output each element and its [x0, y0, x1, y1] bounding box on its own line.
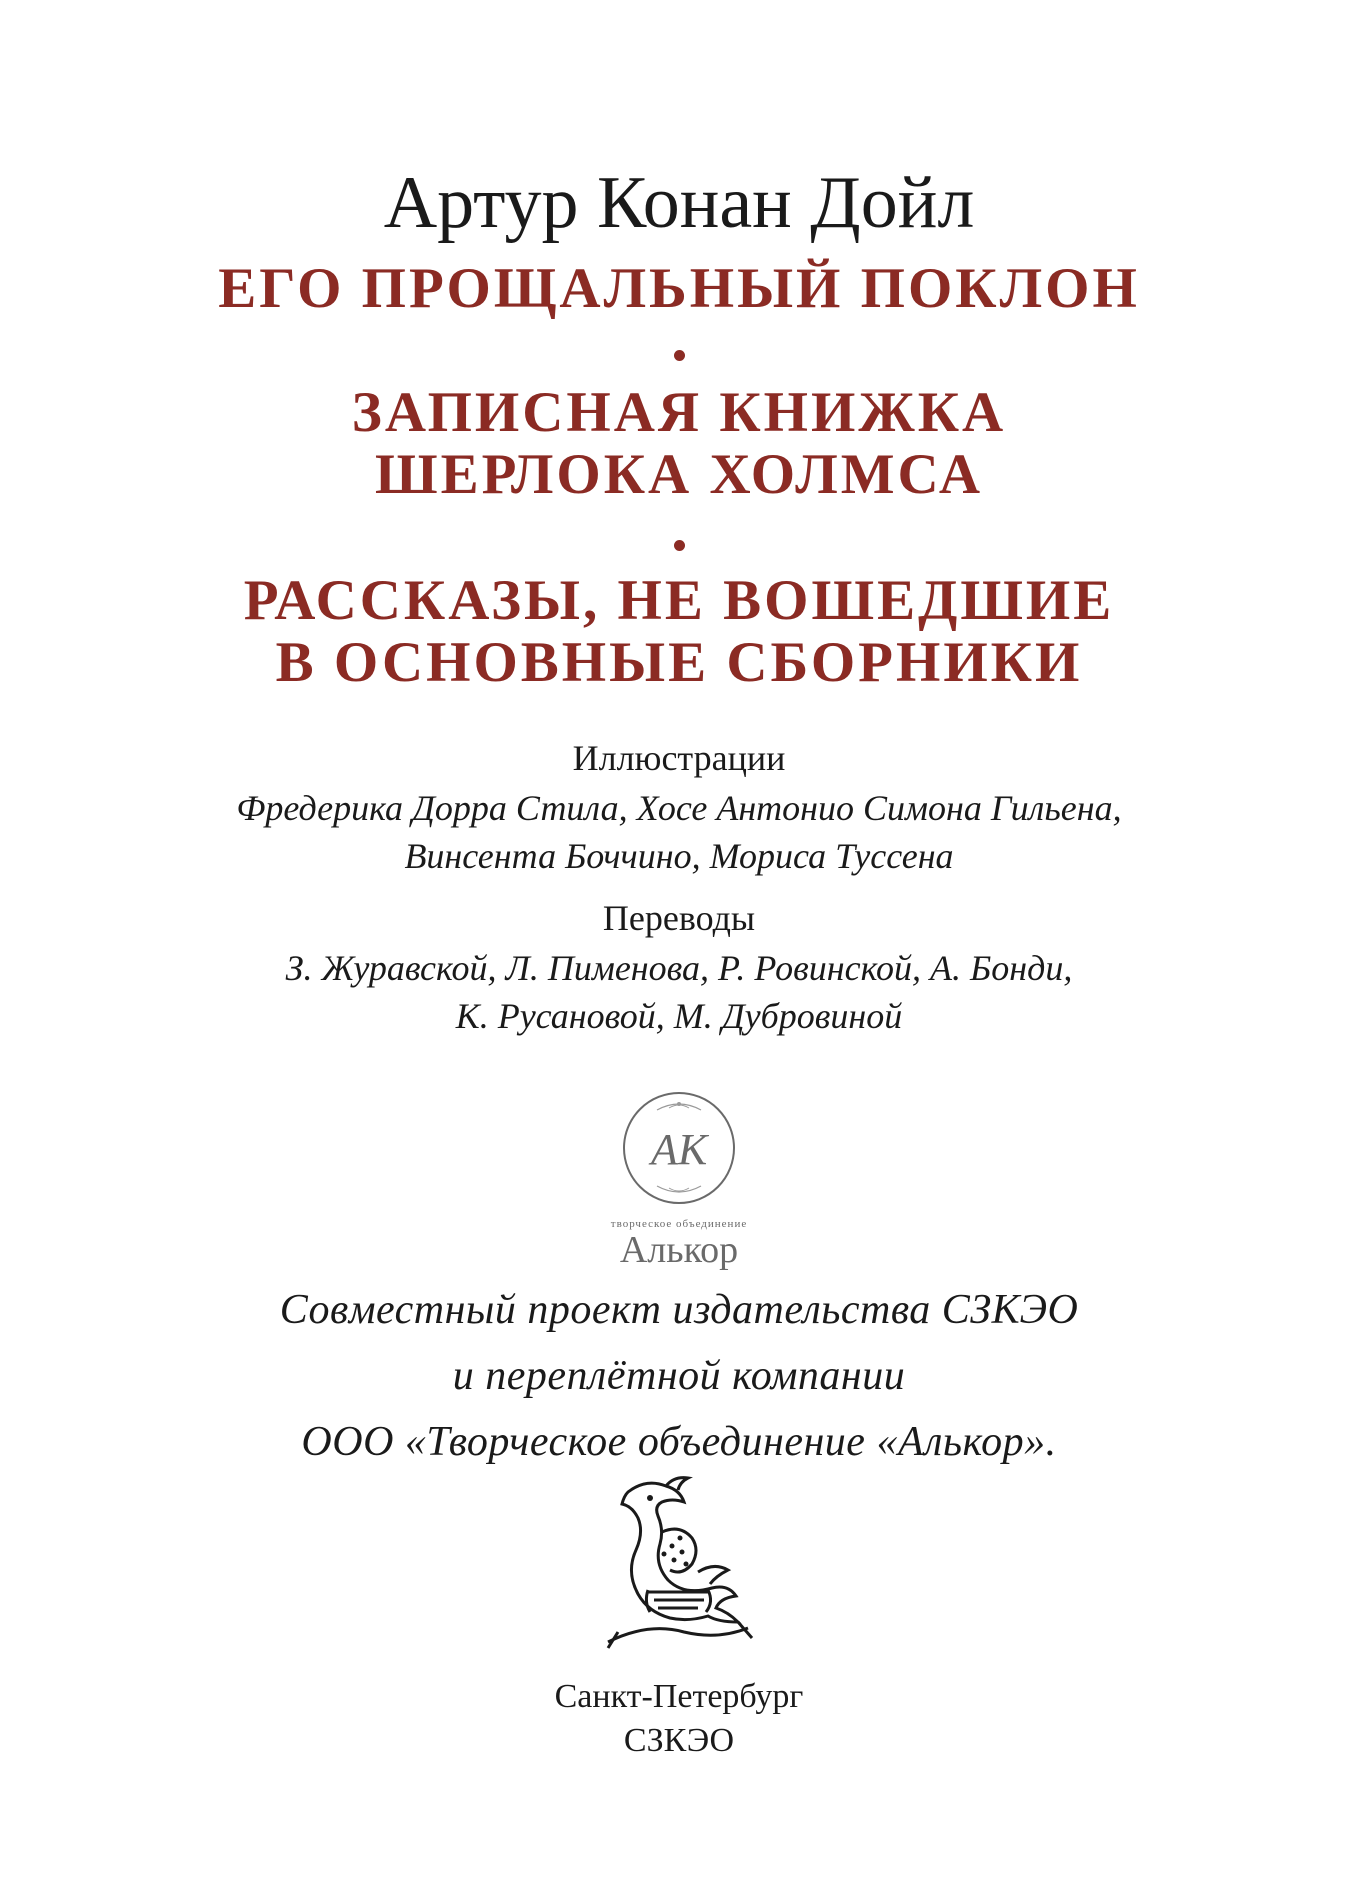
imprint-publisher: СЗКЭО — [623, 1722, 735, 1759]
book-title-3-line-1: РАССКАЗЫ, НЕ ВОШЕДШИЕ — [243, 569, 1115, 632]
book-title-2-line-2: ШЕРЛОКА ХОЛМСА — [375, 443, 983, 506]
illustrators-line-1: Фредерика Дорра Стила, Хосе Антонио Симона Гильена, — [236, 788, 1122, 828]
separator-dot-2 — [674, 540, 685, 551]
logo-name: Алькор — [619, 1229, 739, 1271]
publisher-emblem-icon — [588, 1472, 768, 1662]
project-line-3: ООО «Творческое объединение «Алькор». — [301, 1419, 1057, 1465]
translators-line-2: К. Русановой, М. Дубровиной — [455, 996, 903, 1036]
translators-line-1: З. Журавской, Л. Пименова, Р. Ровинской, А. Бонди, — [285, 948, 1073, 988]
imprint-city: Санкт-Петербург — [554, 1678, 804, 1715]
book-title-2-line-1: ЗАПИСНАЯ КНИЖКА — [351, 381, 1007, 444]
translations-label: Переводы — [602, 898, 756, 938]
book-title-1: ЕГО ПРОЩАЛЬНЫЙ ПОКЛОН — [218, 257, 1140, 320]
logo-monogram: АК — [650, 1125, 708, 1174]
book-title-3-line-2: В ОСНОВНЫЕ СБОРНИКИ — [275, 631, 1083, 694]
separator-dot-1 — [674, 350, 685, 361]
author-name: Артур Конан Дойл — [383, 162, 975, 244]
illustrations-label: Иллюстрации — [572, 738, 786, 778]
logo-caption: творческое объединение — [610, 1218, 748, 1230]
alkor-logo-seal — [619, 1088, 739, 1208]
project-line-2: и переплётной компании — [452, 1353, 906, 1399]
project-line-1: Совместный проект издательства СЗКЭО — [279, 1287, 1079, 1333]
illustrators-line-2: Винсента Боччино, Мориса Туссена — [404, 836, 954, 876]
